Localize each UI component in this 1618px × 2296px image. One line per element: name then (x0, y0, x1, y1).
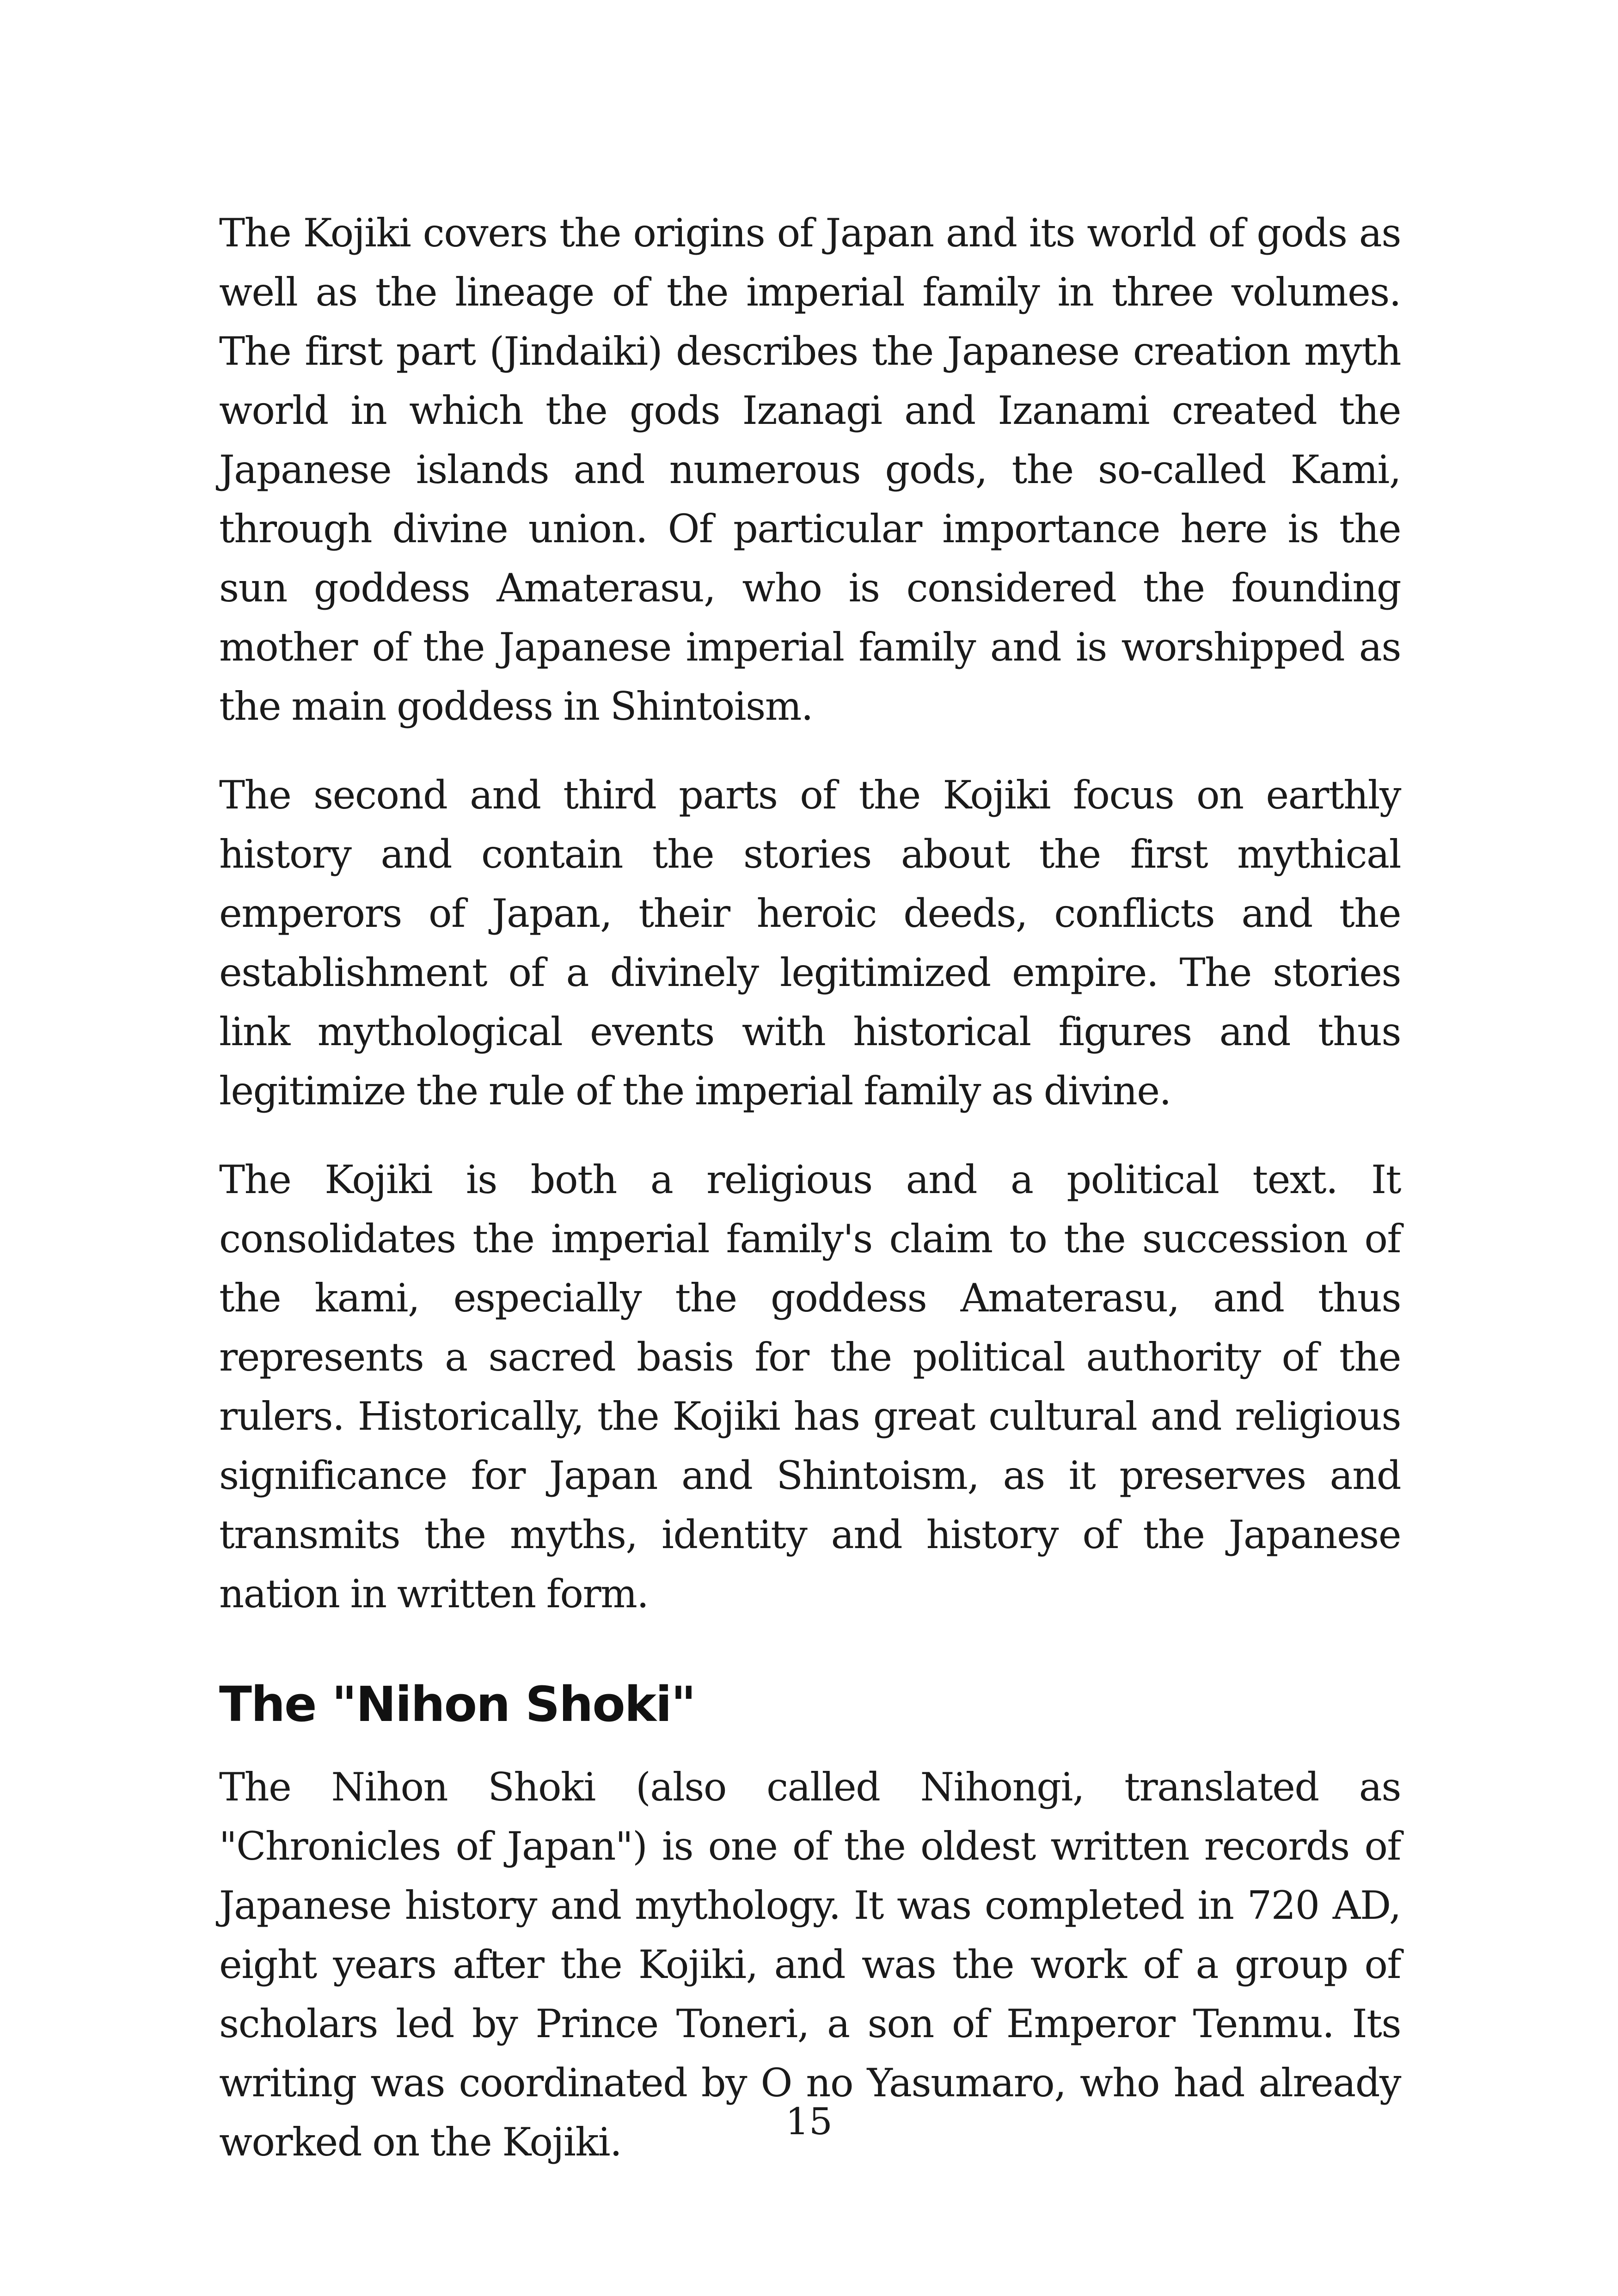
page-body (219, 203, 1401, 2172)
page-number: 15 (785, 2100, 833, 2143)
paragraph-nihon-shoki-intro: The Nihon Shoki (also called Nihongi, translated as "Chronicles of Japan") is one of the oldest written records of Japanese history and mythology. It was completed in 720 AD, eight years after the Kojiki, and was the work of a group of scholars led by Prince Toneri, a son of Emperor Tenmu. Its writing was coordinated by O no Yasumaro, who had already worked on the Kojiki. (219, 1764, 1401, 2165)
paragraph-kojiki-origins: The Kojiki covers the origins of Japan and its world of gods as well as the lineage of the imperial family in three volumes. The first part (Jindaiki) describes the Japanese creation myth world in which the gods Izanagi and Izanami created the Japanese islands and numerous gods, the so-called Kami, through divine union. Of particular importance here is the sun goddess Amaterasu, who is considered the founding mother of the Japanese imperial family and is worshipped as the main goddess in Shintoism. (219, 210, 1401, 729)
section-heading: The "Nihon Shoki" (219, 1676, 695, 1733)
paragraph-kojiki-earthly-history: The second and third parts of the Kojiki focus on earthly history and contain the stories about the first mythical emperors of Japan, their heroic deeds, conflicts and the establishment of a divinely legitimized empire. The stories link mythological events with historical figures and thus legitimize the rule of the imperial family as divine. (219, 772, 1401, 1114)
paragraph-kojiki-significance: The Kojiki is both a religious and a political text. It consolidates the imperial family's claim to the succession of the kami, especially the goddess Amaterasu, and thus represents a sacred basis for the political authority of the rulers. Historically, the Kojiki has great cultural and religious significance for Japan and Shintoism, as it preserves and transmits the myths, identity and history of the Japanese nation in written form. (219, 1157, 1401, 1616)
